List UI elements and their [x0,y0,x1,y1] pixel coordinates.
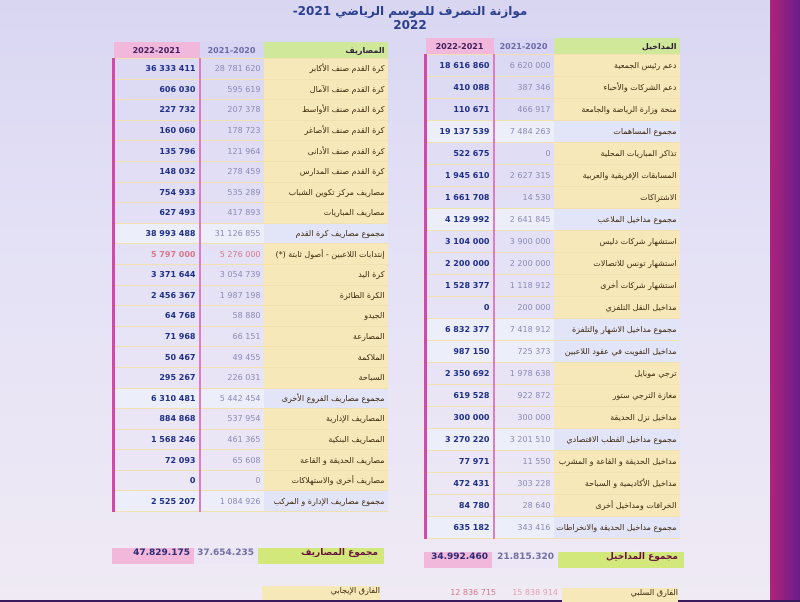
row-label-cell: كرة القدم صنف المدارس [264,161,388,182]
value-2022-cell: 6 832 377 [426,319,494,341]
value-2021-cell: 7 418 912 [494,319,554,341]
value-2022-cell: 38 993 488 [114,223,200,244]
value-2021-cell: 387 346 [494,77,554,99]
row-label-cell: مجموع مداخيل الاشهار والتلفزة [554,319,680,341]
revenues-header [426,38,680,55]
value-2021-cell: 7 484 263 [494,121,554,143]
row-label-cell: مجموع مداخيل القطب الاقتصادي [554,429,680,451]
value-2021-cell: 207 378 [200,100,264,121]
row-label-cell: مصاريف مركز تكوين الشباب [264,182,388,203]
value-2022-cell: 1 661 708 [426,187,494,209]
expenses-total-2022: 47.829.175 [112,548,194,564]
value-2021-cell: 537 954 [200,409,264,430]
value-2021-cell: 65 608 [200,450,264,471]
value-2021-cell: 5 276 000 [200,244,264,265]
row-label-cell: مصاريف أخرى والاستهلاكات [264,470,388,491]
value-2022-cell: 987 150 [426,341,494,363]
table-row [426,517,680,539]
table-row [426,77,680,99]
value-2022-cell: 2 456 367 [114,285,200,306]
table-row [426,495,680,517]
year-2022-header: 2022-2021 [114,42,200,59]
value-2021-cell: 28 781 620 [200,59,264,80]
row-label-cell: كرة القدم صنف الأكابر [264,59,388,80]
value-2021-cell: 58 880 [200,306,264,327]
row-label-cell: مداخيل التفويت في عقود اللاعبين [554,341,680,363]
table-row [426,165,680,187]
table-row [114,326,388,347]
table-row [114,223,388,244]
table-row [426,209,680,231]
page-edge [770,0,800,600]
value-2022-cell: 84 780 [426,495,494,517]
row-label-cell: ترجي موبايل [554,363,680,385]
table-row [114,161,388,182]
value-2022-cell: 1 568 246 [114,429,200,450]
value-2021-cell: 1 978 638 [494,363,554,385]
value-2022-cell: 71 968 [114,326,200,347]
value-2021-cell: 278 459 [200,161,264,182]
table-row [426,143,680,165]
value-2021-cell: 6 620 000 [494,55,554,77]
row-label-cell: مغازة الترجي ستور [554,385,680,407]
table-row [426,253,680,275]
value-2021-cell: 0 [494,143,554,165]
table-row [114,450,388,471]
value-2022-cell: 606 030 [114,79,200,100]
table-row [426,319,680,341]
value-2022-cell: 36 333 411 [114,59,200,80]
row-label-cell: مجموع المساهمات [554,121,680,143]
row-label-cell: مجموع مداخيل الملاعب [554,209,680,231]
table-row [114,141,388,162]
value-2021-cell: 461 365 [200,429,264,450]
table-row [426,231,680,253]
row-label-cell: مداخيل نزل الحديقة [554,407,680,429]
value-2022-cell: 1 528 377 [426,275,494,297]
row-label-cell: مصاريف المباريات [264,203,388,224]
row-label-cell: إنتدابات اللاعبين - أصول ثابتة (*) [264,244,388,265]
value-2021-cell: 11 550 [494,451,554,473]
value-2021-cell: 1 118 912 [494,275,554,297]
row-label-cell: استشهار شركات أخرى [554,275,680,297]
table-row [426,297,680,319]
revenues-table [424,38,680,539]
value-2022-cell: 754 933 [114,182,200,203]
value-2021-cell: 303 228 [494,473,554,495]
expenses-title: المصاريف [264,42,388,59]
value-2021-cell: 725 373 [494,341,554,363]
table-row [426,121,680,143]
row-label-cell: مجموع مصاريف كرة القدم [264,223,388,244]
value-2021-cell: 3 054 739 [200,264,264,285]
value-2021-cell: 178 723 [200,120,264,141]
table-row [114,491,388,512]
value-2022-cell: 884 868 [114,409,200,430]
table-row [114,367,388,388]
revenues-total-2022: 34.992.460 [424,552,492,568]
negative-difference-2021: 15 838 914 [512,588,558,597]
row-label-cell: المصارعة [264,326,388,347]
row-label-cell: مداخيل الأكاديمية و السباحة [554,473,680,495]
row-label-cell: كرة القدم صنف الآمال [264,79,388,100]
value-2021-cell: 3 201 510 [494,429,554,451]
row-label-cell: كرة القدم صنف الأواسط [264,100,388,121]
value-2022-cell: 522 675 [426,143,494,165]
value-2021-cell: 226 031 [200,367,264,388]
table-row [114,59,388,80]
value-2022-cell: 18 616 860 [426,55,494,77]
table-row [114,203,388,224]
value-2022-cell: 2 525 207 [114,491,200,512]
value-2022-cell: 0 [114,470,200,491]
row-label-cell: مجموع مصاريف الإدارة و المركب [264,491,388,512]
value-2022-cell: 19 137 539 [426,121,494,143]
value-2022-cell: 135 796 [114,141,200,162]
value-2021-cell: 28 640 [494,495,554,517]
value-2022-cell: 6 310 481 [114,388,200,409]
value-2022-cell: 2 200 000 [426,253,494,275]
value-2022-cell: 3 371 644 [114,264,200,285]
row-label-cell: الاشتراكات [554,187,680,209]
row-label-cell: كرة القدم صنف الأدانى [264,141,388,162]
row-label-cell: كرة اليد [264,264,388,285]
value-2022-cell: 410 088 [426,77,494,99]
value-2022-cell: 227 732 [114,100,200,121]
value-2022-cell: 5 797 000 [114,244,200,265]
revenues-title: المداخيل [554,38,680,55]
value-2021-cell: 0 [200,470,264,491]
row-label-cell: المصاريف البنكية [264,429,388,450]
table-row [426,385,680,407]
table-row [114,120,388,141]
revenues-total-label: مجموع المداخيل [558,552,684,568]
table-row [426,473,680,495]
year-2021-header: 2021-2020 [494,38,554,55]
value-2022-cell: 3 270 220 [426,429,494,451]
table-row [426,55,680,77]
expenses-total-label: مجموع المصاريف [258,548,384,564]
value-2021-cell: 417 893 [200,203,264,224]
table-row [426,341,680,363]
value-2021-cell: 2 641 845 [494,209,554,231]
row-label-cell: مداخيل الحديقة و القاعة و المشرب [554,451,680,473]
row-label-cell: الخرافات ومداخيل أخرى [554,495,680,517]
table-row [426,187,680,209]
value-2021-cell: 121 964 [200,141,264,162]
table-row [114,347,388,368]
value-2021-cell: 300 000 [494,407,554,429]
negative-difference-2022: 12 836 715 [450,588,496,597]
value-2022-cell: 0 [426,297,494,319]
row-label-cell: دعم الشركات والأحباء [554,77,680,99]
table-row [426,429,680,451]
positive-difference-label: الفارق الإيجابي [262,586,380,600]
row-label-cell: استشهار تونس للاتصالات [554,253,680,275]
value-2022-cell: 72 093 [114,450,200,471]
row-label-cell: منحة وزارة الرياضة والجامعة [554,99,680,121]
table-row [426,363,680,385]
row-label-cell: السباحة [264,367,388,388]
value-2021-cell: 1 987 198 [200,285,264,306]
value-2022-cell: 1 945 610 [426,165,494,187]
value-2021-cell: 200 000 [494,297,554,319]
row-label-cell: مصاريف الحديقة و القاعة [264,450,388,471]
row-label-cell: مجموع مصاريف الفروع الأخرى [264,388,388,409]
table-row [114,470,388,491]
expenses-total-2021: 37.654.235 [194,548,258,564]
value-2022-cell: 148 032 [114,161,200,182]
expenses-table [112,42,388,512]
value-2021-cell: 595 619 [200,79,264,100]
value-2022-cell: 110 671 [426,99,494,121]
value-2021-cell: 343 416 [494,517,554,539]
row-label-cell: تذاكر المباريات المحلية [554,143,680,165]
table-row [426,99,680,121]
value-2022-cell: 4 129 992 [426,209,494,231]
value-2022-cell: 635 182 [426,517,494,539]
negative-difference-label: الفارق السلبي [562,588,678,602]
value-2021-cell: 466 917 [494,99,554,121]
row-label-cell: الجيدو [264,306,388,327]
table-row [114,264,388,285]
revenues-total-2021: 21.815.320 [492,552,558,568]
row-label-cell: دعم رئيس الجمعية [554,55,680,77]
table-row [114,409,388,430]
value-2022-cell: 160 060 [114,120,200,141]
value-2021-cell: 49 455 [200,347,264,368]
row-label-cell: مجموع مداخيل الحديقة والانخراطات [554,517,680,539]
row-label-cell: استشهار شركات دليس [554,231,680,253]
value-2021-cell: 535 289 [200,182,264,203]
value-2021-cell: 66 151 [200,326,264,347]
value-2021-cell: 1 084 926 [200,491,264,512]
value-2021-cell: 5 442 454 [200,388,264,409]
table-row [114,285,388,306]
row-label-cell: الكرة الطائرة [264,285,388,306]
year-2021-header: 2021-2020 [200,42,264,59]
table-row [114,244,388,265]
row-label-cell: المصاريف الإدارية [264,409,388,430]
value-2022-cell: 295 267 [114,367,200,388]
table-row [114,388,388,409]
row-label-cell: الملاكمة [264,347,388,368]
value-2021-cell: 2 200 000 [494,253,554,275]
expenses-header [114,42,388,59]
value-2022-cell: 627 493 [114,203,200,224]
table-row [114,182,388,203]
table-row [114,306,388,327]
value-2021-cell: 31 126 855 [200,223,264,244]
value-2021-cell: 3 900 000 [494,231,554,253]
value-2022-cell: 77 971 [426,451,494,473]
table-row [426,451,680,473]
value-2022-cell: 619 528 [426,385,494,407]
row-label-cell: كرة القدم صنف الأصاغر [264,120,388,141]
value-2022-cell: 300 000 [426,407,494,429]
table-row [114,100,388,121]
page-title: موازنة التصرف للموسم الرياضي 2021-2022 [292,4,528,32]
value-2022-cell: 50 467 [114,347,200,368]
row-label-cell: مداخيل النقل التلفزي [554,297,680,319]
table-row [426,407,680,429]
value-2022-cell: 472 431 [426,473,494,495]
value-2022-cell: 2 350 692 [426,363,494,385]
value-2021-cell: 14 530 [494,187,554,209]
year-2022-header: 2022-2021 [426,38,494,55]
value-2021-cell: 922 872 [494,385,554,407]
table-row [426,275,680,297]
value-2022-cell: 3 104 000 [426,231,494,253]
value-2021-cell: 2 627 315 [494,165,554,187]
row-label-cell: المسابقات الإفريقية والعربية [554,165,680,187]
value-2022-cell: 64 768 [114,306,200,327]
table-row [114,429,388,450]
table-row [114,79,388,100]
